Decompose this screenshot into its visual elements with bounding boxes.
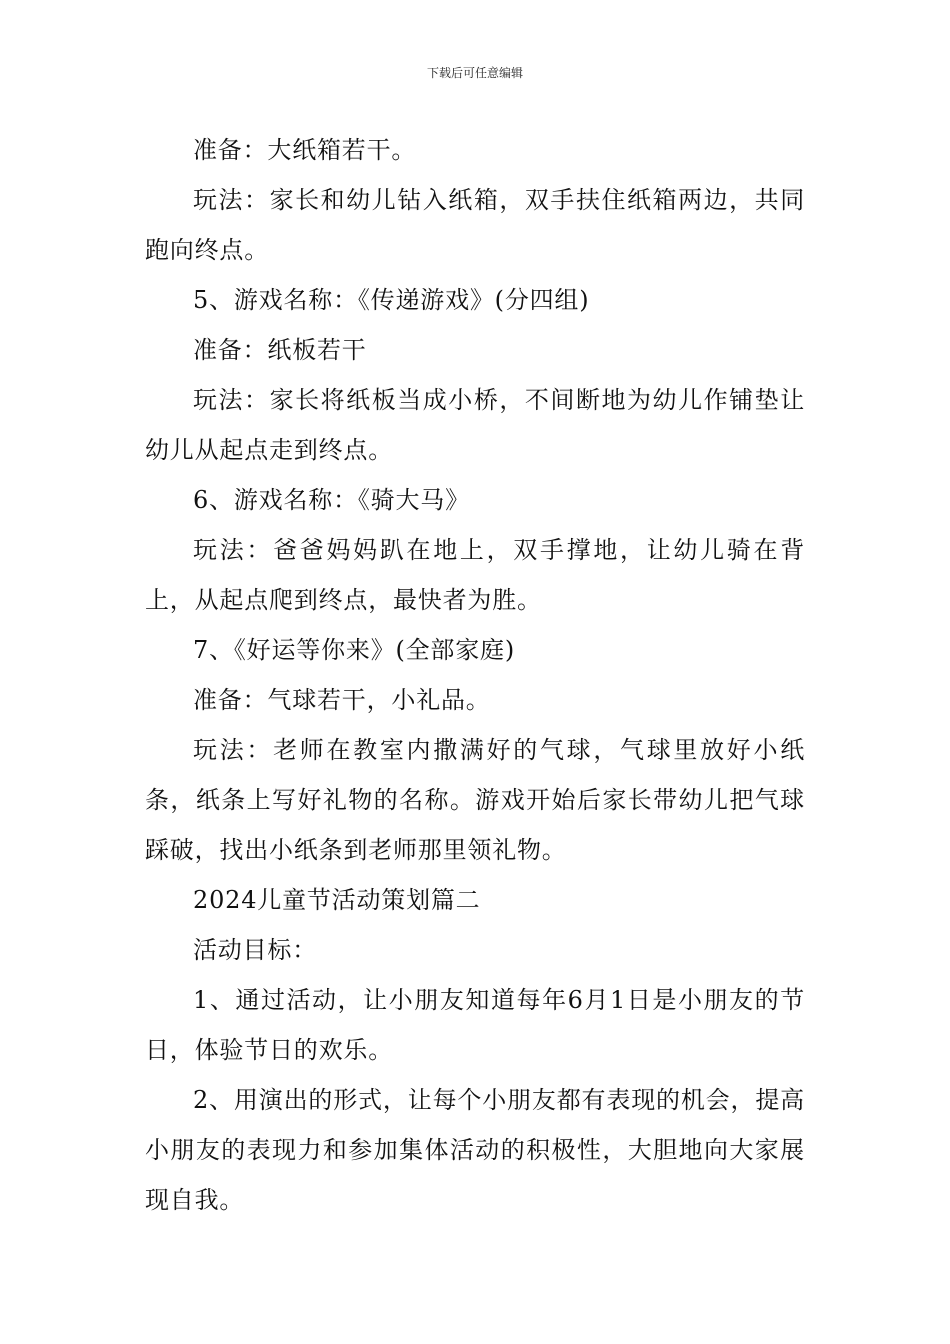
- paragraph-game-7-title: 7、《好运等你来》(全部家庭): [193, 636, 515, 664]
- page-header: 下载后可任意编辑: [426, 66, 523, 80]
- paragraph-rules-boxes: 玩法：家长和幼儿钻入纸箱，双手扶住纸箱两边，共同跑向终点。: [145, 186, 805, 264]
- paragraph-rules-boards: 玩法：家长将纸板当成小桥，不间断地为幼儿作铺垫让幼儿从起点走到终点。: [145, 386, 805, 464]
- paragraph-preparation-balloons: 准备：气球若干，小礼品。: [193, 686, 491, 714]
- section-heading-part-two: 2024儿童节活动策划篇二: [193, 886, 481, 914]
- paragraph-rules-horse: 玩法：爸爸妈妈趴在地上，双手撑地，让幼儿骑在背上，从起点爬到终点，最快者为胜。: [145, 536, 805, 614]
- paragraph-preparation-boxes: 准备：大纸箱若干。: [193, 136, 417, 164]
- paragraph-activity-goals: 活动目标：: [193, 936, 317, 964]
- paragraph-goal-2: 2、用演出的形式，让每个小朋友都有表现的机会，提高小朋友的表现力和参加集体活动的积极性，大胆地向大家展现自我。: [145, 1086, 805, 1214]
- paragraph-game-6-title: 6、游戏名称：《骑大马》: [193, 486, 470, 514]
- document-body: [145, 125, 805, 1225]
- paragraph-rules-balloons: 玩法：老师在教室内撒满好的气球，气球里放好小纸条，纸条上写好礼物的名称。游戏开始后家长带幼儿把气球踩破，找出小纸条到老师那里领礼物。: [145, 736, 805, 864]
- paragraph-preparation-boards: 准备：纸板若干: [193, 336, 367, 364]
- paragraph-game-5-title: 5、游戏名称：《传递游戏》(分四组): [193, 286, 590, 314]
- paragraph-goal-1: 1、通过活动，让小朋友知道每年6月1日是小朋友的节日，体验节日的欢乐。: [145, 986, 805, 1064]
